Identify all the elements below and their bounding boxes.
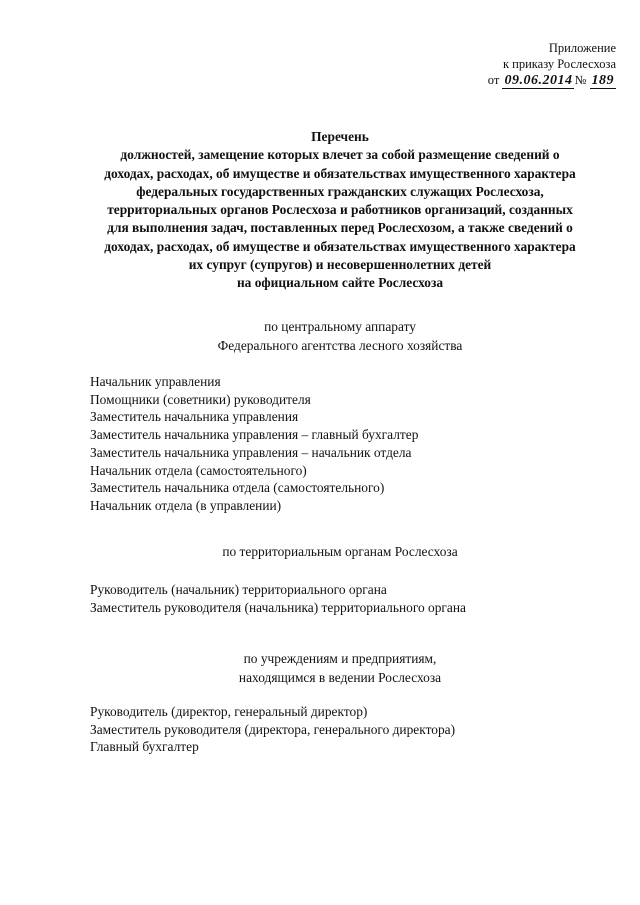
section-heading-line: Федерального агентства лесного хозяйства	[217, 337, 463, 353]
section-heading-line: по центральному аппарату	[264, 319, 416, 334]
title-line: на официальном сайте Рослесхоза	[236, 275, 444, 291]
title-line: для выполнения задач, поставленных перед Рослесхозом, а также сведений о	[107, 220, 573, 236]
section-heading-territorial	[60, 543, 620, 562]
list-item: Руководитель (директор, генеральный директор)	[90, 704, 368, 719]
order-number: 189	[591, 73, 614, 88]
title-line: их супруг (супругов) и несовершеннолетних детей	[188, 257, 492, 273]
list-item: Начальник управления	[90, 374, 221, 389]
appendix-header	[488, 40, 616, 89]
list-item: Заместитель начальника отдела (самостоятельного)	[90, 480, 385, 496]
section-heading-line: по территориальным органам Рослесхоза	[222, 544, 458, 559]
list-item: Заместитель руководителя (директора, генерального директора)	[90, 721, 456, 737]
position-list-institutions	[90, 703, 455, 756]
list-item: Заместитель начальника управления – начальник отдела	[90, 444, 412, 460]
title-line: должностей, замещение которых влечет за собой размещение сведений о	[120, 147, 560, 163]
list-item: Руководитель (начальник) территориального органа	[90, 582, 387, 597]
number-prefix: №	[574, 73, 587, 87]
list-item: Помощники (советники) руководителя	[90, 391, 311, 407]
section-heading-institutions	[60, 650, 620, 687]
title-line: территориальных органов Рослесхоза и работников организаций, созданных	[107, 202, 573, 218]
title-line: доходах, расходах, об имуществе и обязательствах имущественного характера	[104, 165, 576, 181]
list-item: Начальник отдела (самостоятельного)	[90, 462, 307, 478]
appendix-order-line	[488, 72, 616, 89]
position-list-central	[90, 373, 418, 515]
list-item: Заместитель начальника управления – главный бухгалтер	[90, 427, 419, 443]
list-item: Заместитель руководителя (начальника) территориального органа	[90, 599, 466, 615]
title-heading: Перечень	[311, 129, 369, 144]
title-line: доходах, расходах, об имуществе и обязательствах имущественного характера	[104, 238, 576, 254]
order-date: 09.06.2014	[504, 73, 573, 88]
position-list-territorial	[90, 581, 466, 616]
date-prefix: от	[487, 73, 500, 87]
list-item: Заместитель начальника управления	[90, 409, 299, 425]
appendix-order-ref: к приказу Рослесхоза	[502, 57, 616, 71]
appendix-label: Приложение	[548, 41, 616, 55]
section-heading-line: находящимся в ведении Рослесхоза	[238, 669, 442, 685]
list-item: Главный бухгалтер	[90, 739, 199, 755]
list-item: Начальник отдела (в управлении)	[90, 497, 282, 513]
document-title	[60, 128, 620, 293]
title-line: федеральных государственных гражданских служащих Рослесхоза,	[136, 183, 544, 199]
section-heading-central	[60, 318, 620, 355]
section-heading-line: по учреждениям и предприятиям,	[243, 651, 437, 666]
